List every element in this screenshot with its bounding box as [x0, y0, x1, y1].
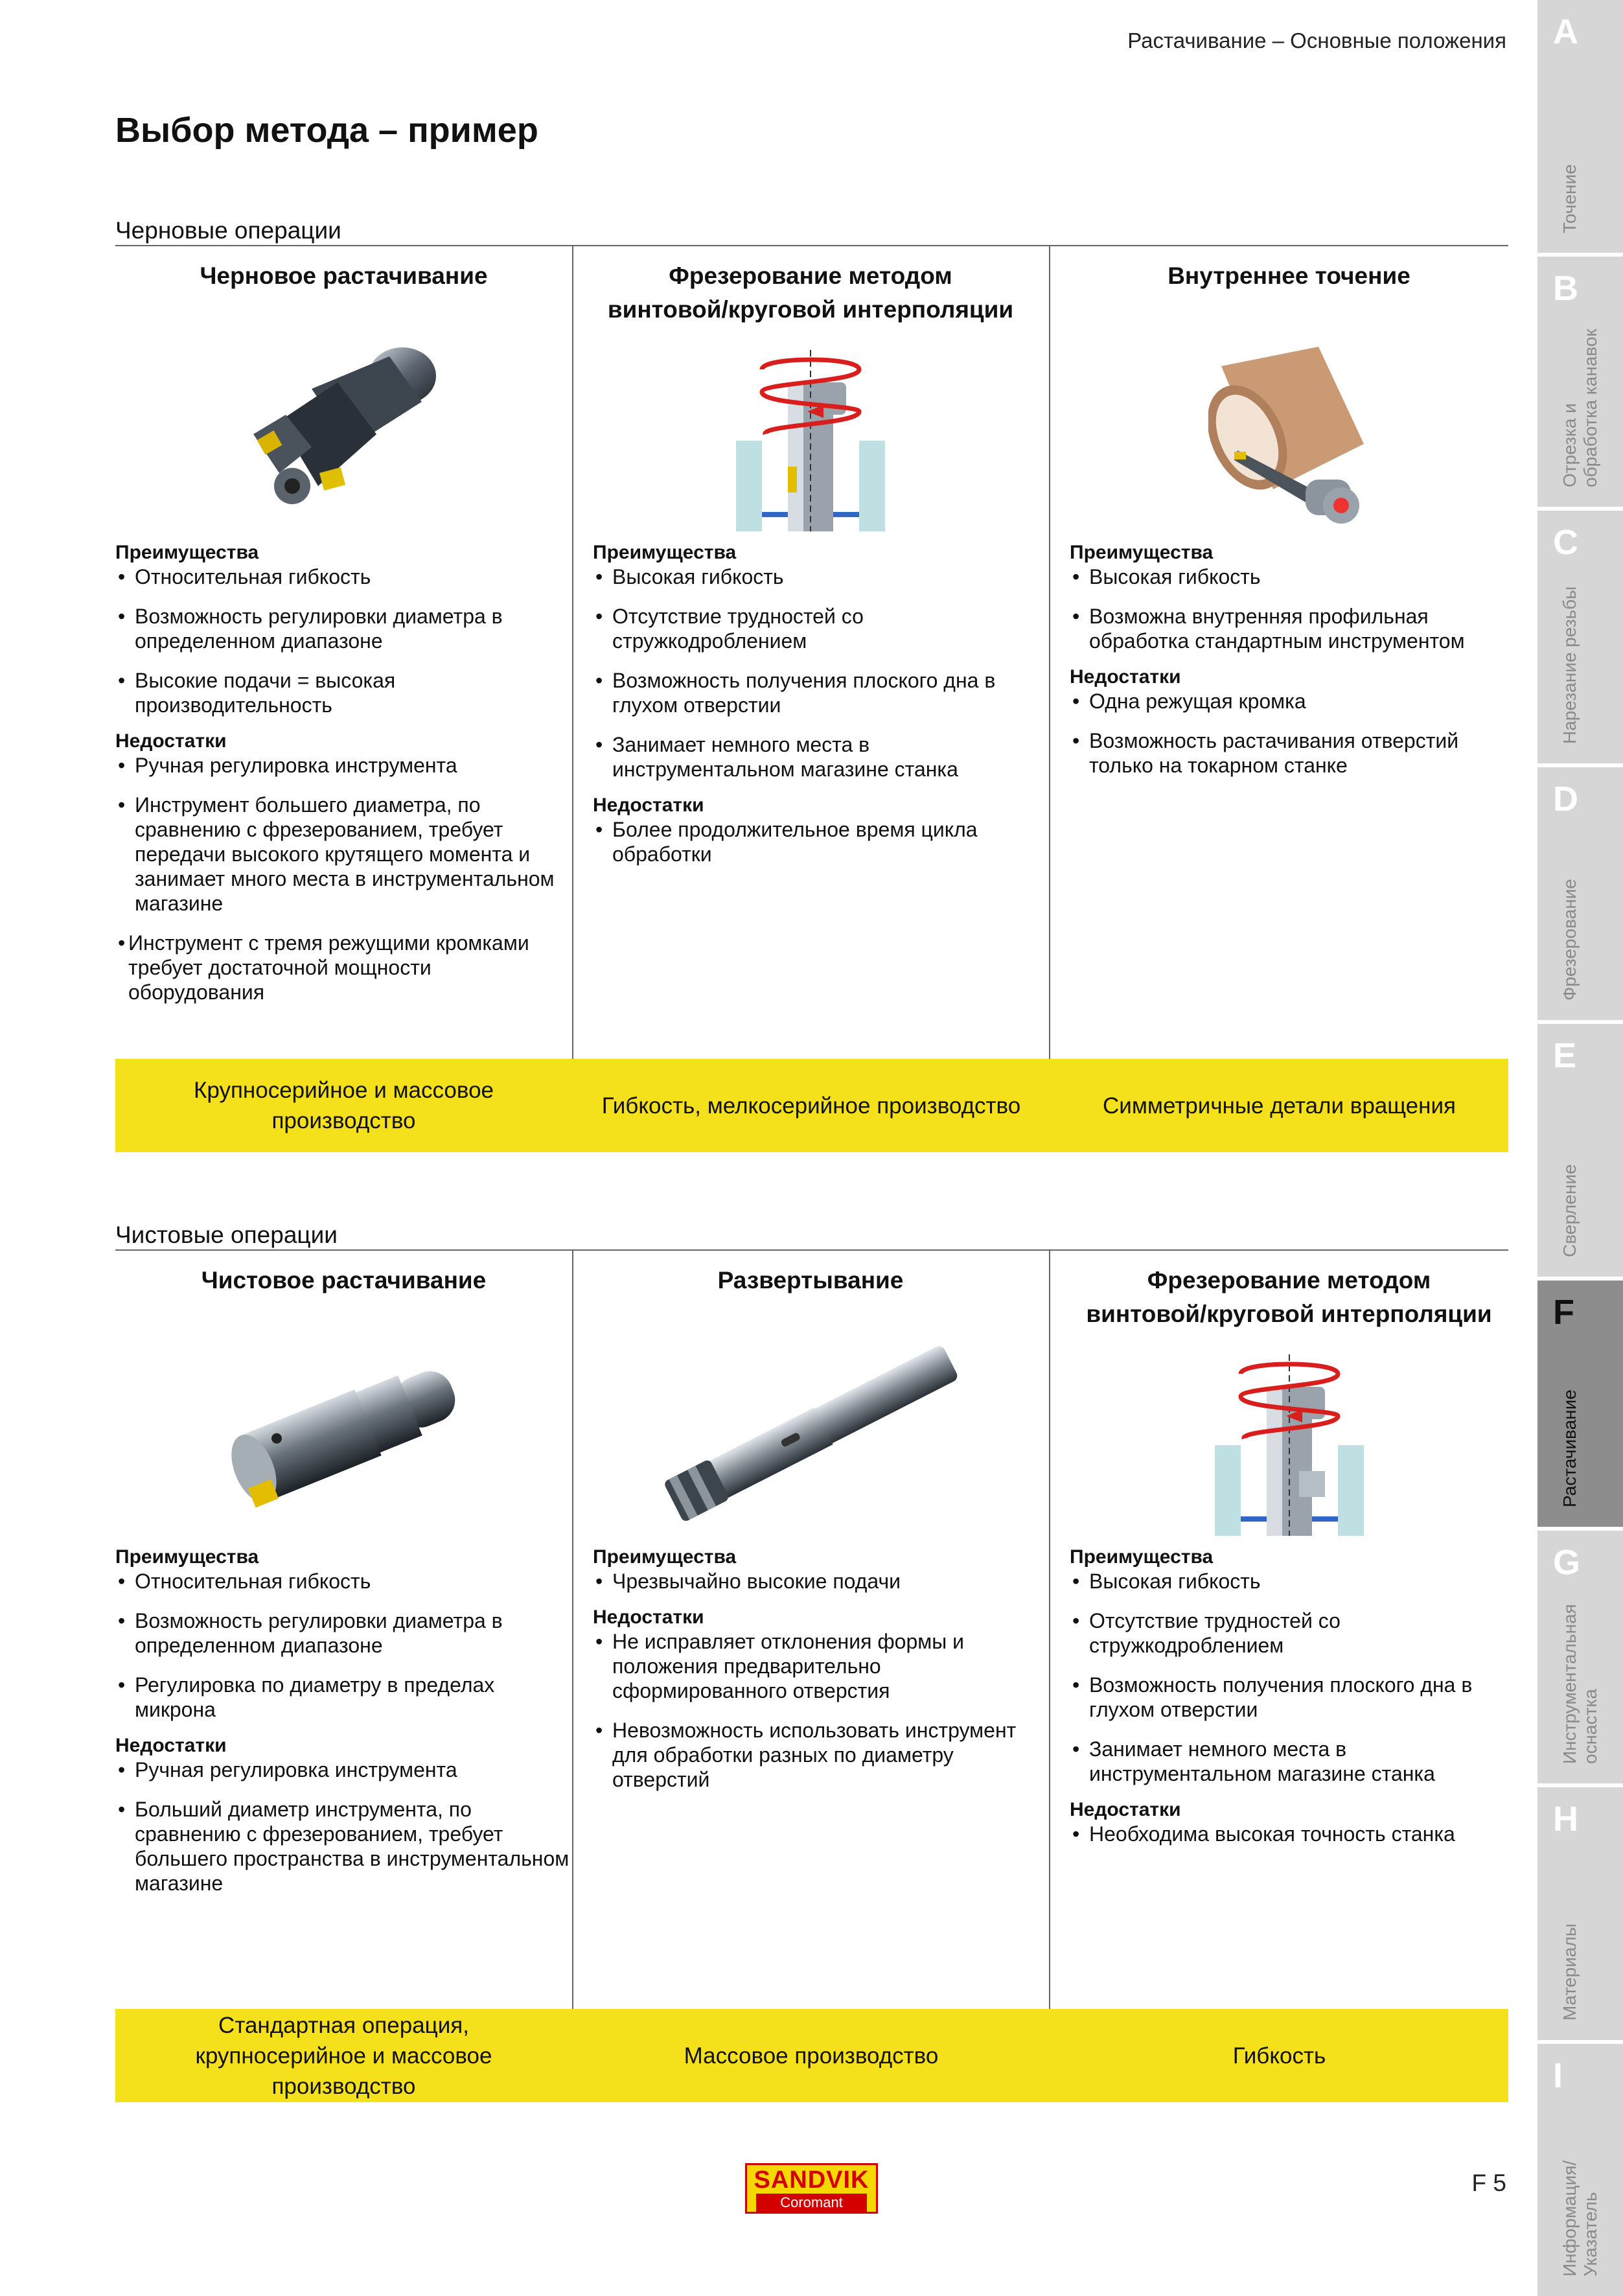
method-details [1070, 1546, 1508, 1861]
disadvantages-heading: Недостатки [115, 1735, 227, 1756]
list-item: • Возможность регулировки диаметра в определенном диапазоне [115, 1608, 572, 1658]
band-line: Гибкость, мелкосерийное производство [601, 1093, 1021, 1119]
disadvantages-list [1070, 1822, 1508, 1846]
list-item: • Ручная регулировка инструмента [115, 1757, 572, 1782]
band-cell [115, 1059, 572, 1152]
tab-label [1560, 586, 1580, 744]
disadvantages-heading: Недостатки [593, 794, 704, 816]
internal-turning-illustration [1208, 340, 1370, 535]
logo-sub-text: Coromant [756, 2194, 867, 2212]
chapter-tab-h[interactable] [1537, 1787, 1623, 2040]
method-details [115, 1546, 572, 1910]
tab-letter: E [1553, 1036, 1577, 1075]
disadvantages-heading: Недостатки [593, 1606, 704, 1628]
tab-label [1560, 879, 1580, 1001]
column-divider [1049, 246, 1050, 1152]
advantages-list [1070, 1569, 1508, 1786]
tab-label-line: Сверление [1560, 1164, 1580, 1257]
tab-label [1560, 1923, 1580, 2021]
tab-label [1560, 329, 1601, 487]
disadvantages-list [593, 1629, 1028, 1792]
method-title-line: Развертывание [717, 1267, 904, 1293]
tab-label-line: Указатель [1580, 2192, 1600, 2277]
tab-letter: G [1553, 1543, 1581, 1582]
disadvantages-heading: Недостатки [1070, 666, 1181, 688]
list-item: • Возможность растачивания отверстий только на токарном станке [1070, 728, 1508, 778]
tab-label-line: Отрезка и [1560, 403, 1580, 487]
method-title [1070, 246, 1508, 293]
list-item: • Относительная гибкость [115, 1569, 572, 1594]
chapter-tab-d[interactable] [1537, 767, 1623, 1020]
list-item: • Высокая гибкость [1070, 1569, 1508, 1594]
tab-letter: D [1553, 780, 1578, 818]
list-item: • Высокие подачи = высокая производительность [115, 668, 572, 717]
list-item: • Отсутствие трудностей со стружкодроблением [1070, 1608, 1508, 1658]
list-item: • Занимает немного места в инструментальном магазине станка [1070, 1737, 1508, 1786]
disadvantages-list [115, 1757, 572, 1896]
tab-letter: A [1553, 12, 1578, 51]
chapter-tab-g[interactable] [1537, 1531, 1623, 1783]
method-title-line: Фрезерование методом [1147, 1267, 1431, 1293]
helical-interpolation-illustration [736, 343, 885, 531]
list-item: • Высокая гибкость [593, 564, 1028, 589]
tab-label-line: Нарезание резьбы [1560, 586, 1580, 744]
method-details [115, 541, 572, 1019]
method-title-line: винтовой/круговой интерполяции [1086, 1301, 1492, 1327]
list-item: • Возможность получения плоского дна в глухом отверстии [593, 668, 1028, 717]
rough-boring-tool-illustration [240, 337, 448, 531]
tab-label-line: Фрезерование [1560, 879, 1580, 1001]
advantages-list [1070, 564, 1508, 653]
helical-interpolation-illustration [1215, 1348, 1364, 1536]
finish-operations-section [115, 1221, 1508, 2102]
advantages-heading: Преимущества [115, 1546, 259, 1568]
list-item: • Возможность получения плоского дна в глухом отверстии [1070, 1673, 1508, 1722]
band-cell [115, 2009, 572, 2102]
tab-label-line: Растачивание [1560, 1389, 1580, 1507]
band-line: крупносерийное и массовое [195, 2043, 492, 2069]
chapter-tab-a[interactable] [1537, 0, 1623, 253]
column-divider [572, 1251, 573, 2102]
band-line: производство [271, 1108, 416, 1133]
advantages-list [115, 1569, 572, 1722]
tab-letter: C [1553, 523, 1578, 562]
tab-label-line: оснастка [1580, 1689, 1600, 1764]
advantages-list [593, 1569, 1028, 1594]
advantages-heading: Преимущества [593, 542, 737, 563]
page-title: Выбор метода – пример [115, 111, 538, 150]
column-divider [572, 246, 573, 1152]
method-column [1070, 1251, 1508, 2008]
disadvantages-list [115, 753, 572, 1004]
disadvantages-list [593, 817, 1028, 866]
list-item: • Высокая гибкость [1070, 564, 1508, 589]
method-title [115, 246, 572, 293]
method-title-line: Чистовое растачивание [201, 1267, 487, 1293]
tab-label [1560, 1164, 1580, 1257]
band-cell [573, 2009, 1049, 2102]
disadvantages-heading: Недостатки [1070, 1799, 1181, 1820]
list-item: • Занимает немного места в инструментальном магазине станка [593, 732, 1028, 782]
chapter-tab-f[interactable] [1537, 1281, 1623, 1527]
advantages-heading: Преимущества [1070, 542, 1214, 563]
band-line: Стандартная операция, [218, 2012, 469, 2038]
band-line: Симметричные детали вращения [1103, 1093, 1456, 1119]
tab-label [1560, 1604, 1601, 1764]
list-item: • Не исправляет отклонения формы и положения предварительно сформированного отверстия [593, 1629, 1028, 1703]
band-line: Массовое производство [684, 2043, 939, 2069]
logo-main-text: SANDVIK [754, 2166, 869, 2194]
columns-grid [115, 246, 1508, 1152]
tab-letter: H [1553, 1800, 1578, 1838]
method-details [593, 541, 1028, 881]
header-title: Растачивание – Основные положения [1127, 29, 1506, 52]
method-title [115, 1251, 572, 1297]
list-item: • Отсутствие трудностей со стружкодроблением [593, 604, 1028, 653]
advantages-heading: Преимущества [1070, 1546, 1214, 1568]
chapter-tab-e[interactable] [1537, 1024, 1623, 1277]
list-item: • Инструмент большего диаметра, по сравнению с фрезерованием, требует передачи высокого крутящего момента и занимает много места в инструментальном магазине [115, 793, 572, 916]
tab-label [1560, 2161, 1601, 2277]
method-column [593, 246, 1028, 1058]
list-item: • Одна режущая кромка [1070, 689, 1508, 713]
rough-operations-section [115, 216, 1508, 1152]
sandvik-coromant-logo [745, 2163, 878, 2214]
band-line: Крупносерийное и массовое [193, 1078, 494, 1103]
method-column [115, 1251, 572, 2008]
method-title [1070, 1251, 1508, 1331]
advantages-list [593, 564, 1028, 782]
chapter-tab-c[interactable] [1537, 511, 1623, 763]
list-item: • Относительная гибкость [115, 564, 572, 589]
method-title-line: Фрезерование методом [669, 262, 952, 289]
advantages-list [115, 564, 572, 717]
list-item: • Чрезвычайно высокие подачи [593, 1569, 1028, 1594]
tab-label [1560, 164, 1580, 233]
method-title-line: винтовой/круговой интерполяции [607, 296, 1014, 323]
section-title: Чистовые операции [115, 1222, 338, 1248]
list-item: • Инструмент с тремя режущими кромками требует достаточной мощности оборудования [115, 931, 572, 1004]
tab-label-line: Материалы [1560, 1923, 1580, 2021]
band-line: производство [271, 2073, 416, 2099]
method-column [115, 246, 572, 1058]
list-item: • Невозможность использовать инструмент для обработки разных по диаметру отверстий [593, 1718, 1028, 1792]
chapter-sidebar [1537, 0, 1623, 2296]
tab-letter: F [1553, 1293, 1574, 1332]
band-cell [1050, 1059, 1508, 1152]
application-band [115, 2009, 1508, 2102]
tab-label-line: Информация/ [1560, 2160, 1580, 2277]
list-item: • Возможна внутренняя профильная обработка стандартным инструментом [1070, 604, 1508, 653]
tab-label-line: Инструментальная [1560, 1604, 1580, 1764]
page-number: F 5 [1471, 2170, 1506, 2196]
disadvantages-heading: Недостатки [115, 730, 227, 752]
tab-letter: B [1553, 269, 1578, 308]
list-item: • Регулировка по диаметру в пределах микрона [115, 1673, 572, 1722]
method-column [593, 1251, 1028, 2008]
column-divider [1049, 1251, 1050, 2102]
tab-label-line: обработка канавок [1580, 329, 1600, 487]
chapter-tab-b[interactable] [1537, 257, 1623, 507]
tab-letter: I [1553, 2056, 1563, 2095]
chapter-tab-i[interactable] [1537, 2044, 1623, 2296]
method-title-line: Внутреннее точение [1168, 262, 1410, 289]
method-title [593, 1251, 1028, 1297]
tab-label-line: Точение [1560, 164, 1580, 233]
method-details [593, 1546, 1028, 1807]
reaming-tool-illustration [649, 1335, 973, 1523]
method-title-line: Черновое растачивание [200, 262, 488, 289]
list-item: • Более продолжительное время цикла обработки [593, 817, 1028, 866]
band-cell [1050, 2009, 1508, 2102]
advantages-heading: Преимущества [115, 542, 259, 563]
tab-label [1560, 1389, 1580, 1507]
method-details [1070, 541, 1508, 793]
list-item: • Возможность регулировки диаметра в определенном диапазоне [115, 604, 572, 653]
band-line: Гибкость [1232, 2043, 1326, 2069]
method-title [593, 246, 1028, 327]
list-item: • Ручная регулировка инструмента [115, 753, 572, 778]
method-column [1070, 246, 1508, 1058]
finish-boring-tool-illustration [208, 1345, 480, 1520]
list-item: • Больший диаметр инструмента, по сравнению с фрезерованием, требует большего пространства в инструментальном магазине [115, 1797, 572, 1896]
disadvantages-list [1070, 689, 1508, 778]
application-band [115, 1059, 1508, 1152]
band-cell [573, 1059, 1049, 1152]
columns-grid [115, 1251, 1508, 2102]
advantages-heading: Преимущества [593, 1546, 737, 1568]
list-item: • Необходима высокая точность станка [1070, 1822, 1508, 1846]
section-title: Черновые операции [115, 217, 341, 244]
